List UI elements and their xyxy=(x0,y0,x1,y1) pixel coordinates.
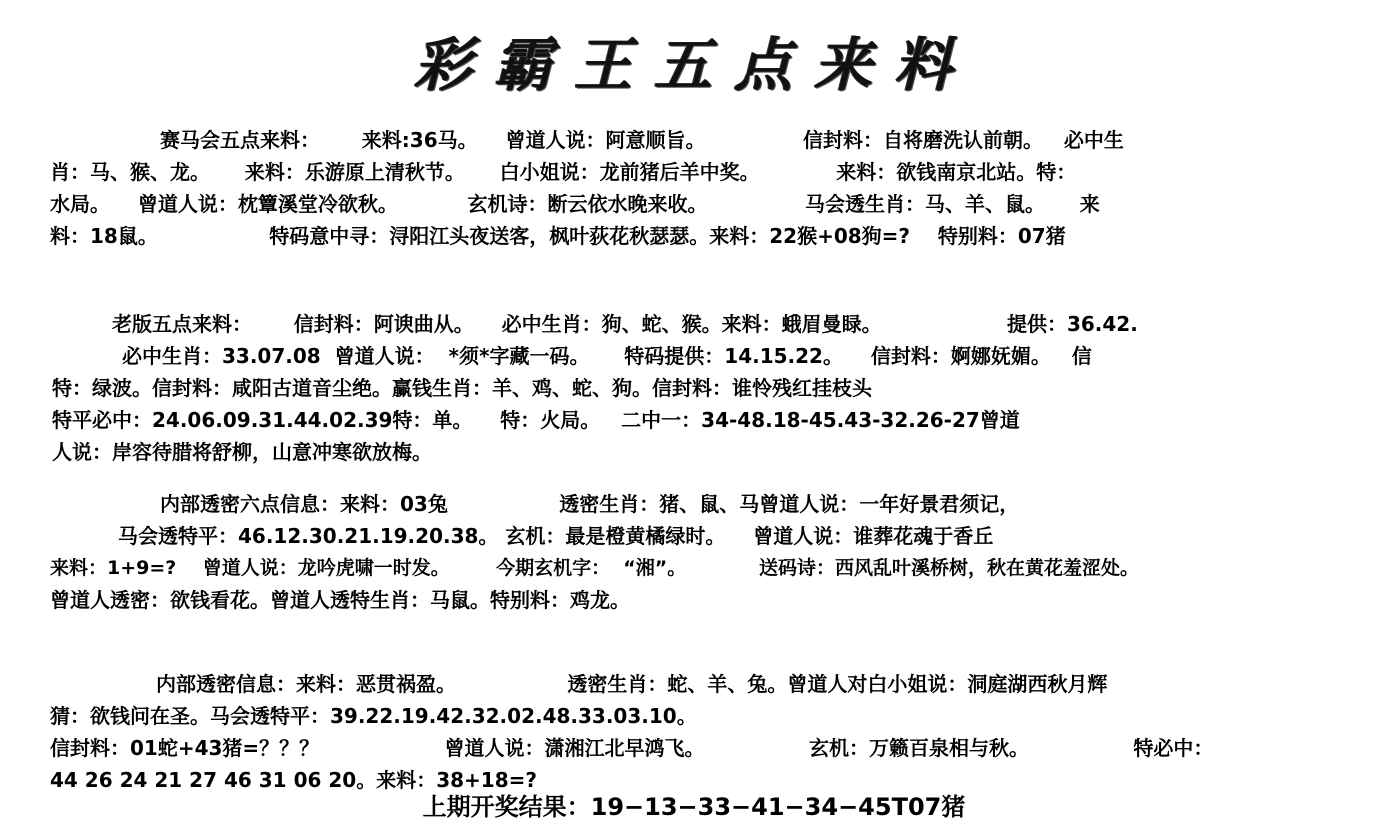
text-line: 水局。 曾道人说：枕簟溪堂冷欲秋。 玄机诗：断云依水晚来收。 马会透生肖：马、羊、鼠。 来 xyxy=(50,192,1100,216)
text-line: 特：绿波。信封料：咸阳古道音尘绝。赢钱生肖：羊、鸡、蛇、狗。信封料：谁怜残红挂枝头 xyxy=(52,376,872,400)
text-line: 赛马会五点来料： 来料:36马。 曾道人说：阿意顺旨。 信封料：自将磨洗认前朝。 必中生 xyxy=(160,128,1124,152)
text-line: 猜：欲钱问在圣。马会透特平：39.22.19.42.32.02.48.33.03.10。 xyxy=(50,704,697,728)
text-line: 内部透密信息：来料：恶贯祸盈。 透密生肖：蛇、羊、兔。曾道人对白小姐说：洞庭湖西秋月辉 xyxy=(156,672,1108,696)
text-line: 信封料：01蛇+43猪=？？？ 曾道人说：潇湘江北早鸿飞。 玄机：万籁百泉相与秋。 特必中： xyxy=(50,736,1214,760)
last-draw-result: 上期开奖结果：19−13−33−41−34−45T07猪 xyxy=(422,793,966,821)
text-line: 人说：岸容待腊将舒柳，山意冲寒欲放梅。 xyxy=(52,440,432,464)
text-line: 马会透特平：46.12.30.21.19.20.38。 玄机：最是橙黄橘绿时。 曾道人说：谁葬花魂于香丘 xyxy=(118,524,994,548)
text-line: 必中生肖：33.07.08 曾道人说： *须*字藏一码。 特码提供：14.15.22。 信封料：婀娜妩媚。 信 xyxy=(122,344,1092,368)
text-line: 料：18鼠。 特码意中寻：浔阳江头夜送客，枫叶荻花秋瑟瑟。来料：22猴+08狗=? 特别料：07猪 xyxy=(50,224,1066,248)
text-line: 44 26 24 21 27 46 31 06 20。来料：38+18=? xyxy=(50,768,537,792)
text-line: 内部透密六点信息：来料：03兔 透密生肖：猪、鼠、马曾道人说：一年好景君须记， xyxy=(160,492,1020,516)
text-line: 特平必中：24.06.09.31.44.02.39特：单。 特：火局。 二中一：34-48.18-45.43-32.26-27曾道 xyxy=(52,408,1020,432)
text-line: 曾道人透密：欲钱看花。曾道人透特生肖：马鼠。特别料：鸡龙。 xyxy=(50,588,630,612)
text-line: 肖：马、猴、龙。 来料：乐游原上清秋节。 白小姐说：龙前猪后羊中奖。 来料：欲钱南京北站。特： xyxy=(50,160,1077,184)
text-line: 来料：1+9=? 曾道人说：龙吟虎啸一时发。 今期玄机字： “湘”。 送码诗：西风乱叶溪桥树，秋在黄花羞涩处。 xyxy=(50,557,1140,579)
text-line: 老版五点来料： 信封料：阿谀曲从。 必中生肖：狗、蛇、猴。来料：蛾眉曼睩。 提供：36.42. xyxy=(112,312,1138,336)
page-title: 彩霸王五点来料 xyxy=(413,31,974,99)
